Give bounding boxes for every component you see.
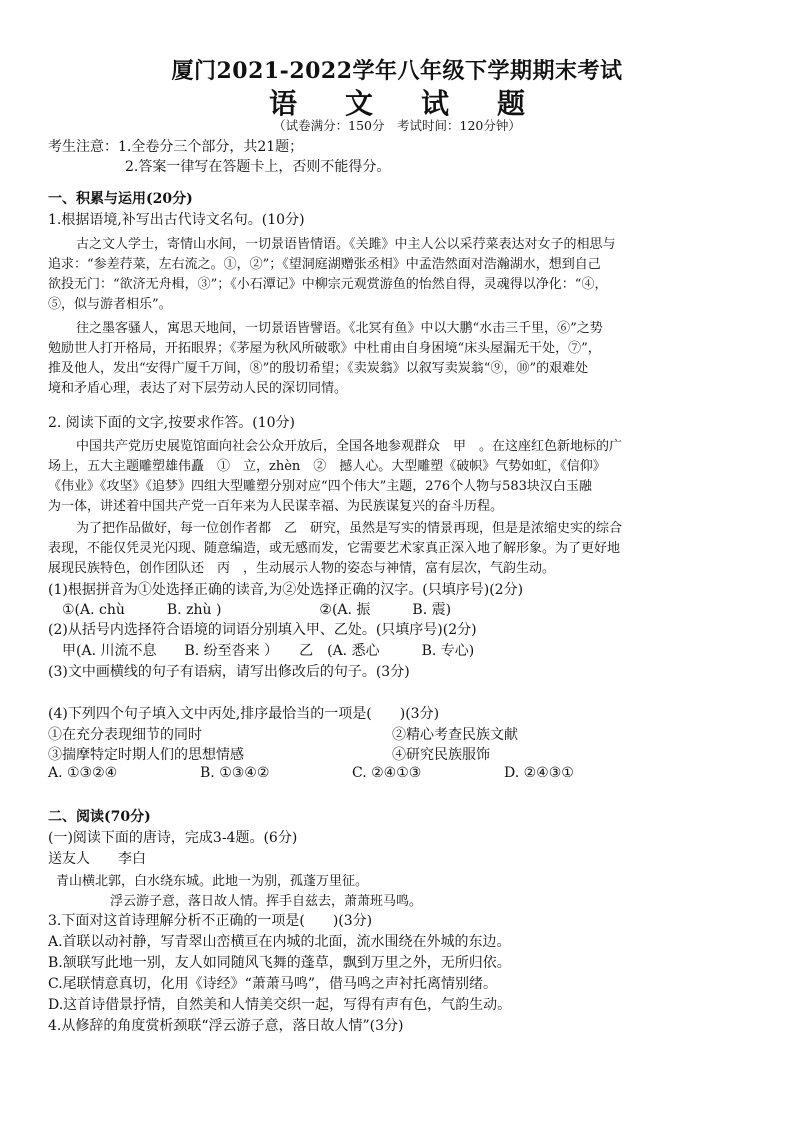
q1-p2-line: 往之墨客骚人，寓思天地间，一切景语皆譬语。《北冥有鱼》中以大鹏“水击三千里，⑥”之势 [76,321,603,336]
q3-option-a: A.首联以动衬静，写青翠山峦横亘在内城的北面，流水围绕在外城的东边。 [48,934,511,950]
poem-line-1: 青山横北郭，白水绕东城。此地一为别，孤蓬万里征。 [56,874,369,889]
exam-meta: （试卷满分：150分 考试时间：120分钟） [273,118,521,133]
q1-p2-line: 勉励世人打开格局，开拓眼界；《茅屋为秋风所破歌》中杜甫由自身困境“床头屋漏无干处，⑦”， [48,341,601,356]
q1-p1-line: 追求：“参差荇菜，左右流之。①，②”；《望洞庭湖赠张丞相》中孟浩然面对浩瀚湖水，想到自己 [48,257,601,272]
q2-sub4: (4)下列四个句子填入文中丙处,排序最恰当的一项是( )(3分) [48,706,440,722]
sentence-3: ③揣摩特定时期人们的思想情感 [48,747,244,763]
q2-p1-line: 为一体，讲述着中国共产党一百年来为人民谋幸福、为民族谋复兴的奋斗历程。 [48,499,504,514]
section2-heading: 二、阅读(70分) [48,809,151,825]
sentence-1: ①在充分表现细节的同时 [48,727,202,743]
q1-stem: 1.根据语境,补写出古代诗文名句。(10分) [48,212,305,228]
q3-stem: 3.下面对这首诗理解分析不正确的一项是( )(3分) [48,913,373,929]
q2-p1-line: 《伟业》《攻坚》《追梦》四组大型雕塑分别对应“四个伟大”主题，276个人物与583块汉白玉融 [48,479,592,494]
q2-p2-line: 表现，不能仅凭灵光闪现、随意编造，或无感而发，它需要艺术家真正深入地了解形象。为了更好地 [48,541,621,556]
q2-p2-line: 为了把作品做好，每一位创作者都 乙 研究，虽然是写实的情景再现，但是是浓缩史实的综合 [76,521,623,536]
choice-a: A. ①③②④ [48,765,118,781]
choice-c: C. ②④①③ [352,765,422,781]
choice-d: D. ②④③① [504,765,574,781]
q2-sub1: (1)根据拼音为①处选择正确的读音,为②处选择正确的汉字。(只填序号)(2分) [48,582,524,598]
q2-p2-line: 展现民族特色，创作团队还 丙 ，生动展示人物的姿态与神情，富有层次，气韵生动。 [48,561,556,576]
q2-sub3: (3)文中画横线的句子有语病，请写出修改后的句子。(3分) [48,664,410,680]
exam-title: 厦门2021-2022学年八年级下学期期末考试 [171,58,623,84]
q1-p1-line: 欲投无门：“欲济无舟楫，③”；《小石潭记》中柳宗元观赏游鱼的怡然自得，灵魂得以净化：“④， [48,277,608,292]
q2-sub2: (2)从括号内选择符合语境的词语分别填入甲、乙处。(只填序号)(2分) [48,622,477,638]
q2-sub1-options: ①(A. chù B. zhù ) ②(A. 振 B. 震) [62,602,452,618]
q4-stem: 4.从修辞的角度赏析颈联“浮云游子意，落日故人情”(3分) [48,1018,404,1034]
subject-title: 语文试题 [268,87,573,120]
q3-option-c: C.尾联情意真切，化用《诗经》“萧萧马鸣”，借马鸣之声衬托离情别绪。 [48,976,497,992]
sentence-4: ④研究民族服饰 [392,747,490,763]
q2-sub2-options: 甲(A. 川流不息 B. 纷至沓来 ） 乙 (A. 悉心 B. 专心) [62,643,475,659]
q3-option-b: B.颔联写此地一别，友人如同随风飞舞的蓬草，飘到万里之外，无所归依。 [48,955,511,971]
notice-line-1: 考生注意：1.全卷分三个部分，共21题； [48,139,304,155]
poem-title: 送友人 李白 [48,851,146,867]
choice-b: B. ①③④② [200,765,270,781]
q3-option-d: D.这首诗借景抒情，自然美和人情美交织一起，写得有声有色，气韵生动。 [48,997,512,1013]
q2-stem: 2. 阅读下面的文字,按要求作答。(10分) [48,415,295,431]
notice-line-2: 2.答案一律写在答题卡上，否则不能得分。 [125,159,391,175]
q2-p1-line: 中国共产党历史展览馆面向社会公众开放后，全国各地参观群众 甲 。在这座红色新地标的广 [76,439,623,454]
q1-p1-line: ⑤，似与游者相乐”。 [48,297,172,312]
poem-line-2: 浮云游子意，落日故人情。挥手自兹去，萧萧班马鸣。 [110,894,423,909]
q2-p1-line: 场上，五大主题雕塑雄伟矗 ① 立，zhèn ② 撼人心。大型雕塑《破帜》气势如虹，《信仰》 [48,459,606,474]
q1-p2-line: 推及他人，发出“安得广厦千万间，⑧”的殷切希望；《卖炭翁》以叙写卖炭翁“⑨，⑩”的艰难处 [48,361,589,376]
q1-p2-line: 境和矛盾心理，表达了对下层劳动人民的深切同情。 [48,381,348,396]
section1-heading: 一、积累与运用(20分) [48,191,193,207]
part1-stem: (一)阅读下面的唐诗，完成3-4题。(6分) [48,830,298,846]
sentence-2: ②精心考查民族文献 [392,727,518,743]
q1-p1-line: 古之文人学士，寄情山水间，一切景语皆情语。《关雎》中主人公以采荇菜表达对女子的相思与 [76,237,616,252]
